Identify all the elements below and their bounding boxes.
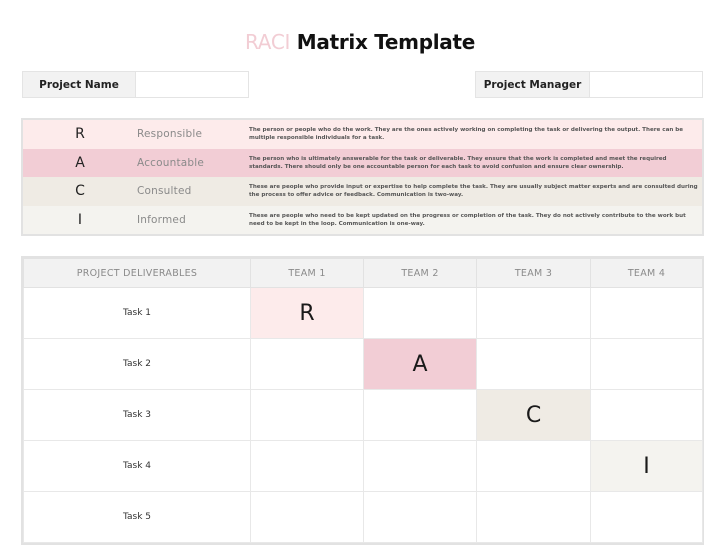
- project-name-label: Project Name: [23, 72, 136, 97]
- task-name[interactable]: Task 2: [24, 339, 251, 390]
- legend-description: The person or people who do the work. They are the ones actively working on completing the task or delivering the output. There can be multiple responsible individuals for a task.: [249, 127, 684, 142]
- table-row: [24, 441, 703, 492]
- legend-row-consulted: [23, 177, 702, 206]
- raci-cell[interactable]: C: [477, 390, 591, 441]
- raci-cell[interactable]: [477, 288, 591, 339]
- raci-legend: [21, 118, 704, 236]
- table-row: [24, 390, 703, 441]
- raci-cell[interactable]: [477, 441, 591, 492]
- legend-role: Accountable: [137, 156, 205, 169]
- raci-cell[interactable]: A: [364, 339, 477, 390]
- title-accent: RACI: [245, 30, 291, 54]
- table-row: [24, 288, 703, 339]
- legend-description: The person who is ultimately answerable for the task or deliverable. They ensure that the work is completed and meet the required standards. There should only be one accountable person for each task to avoid confusion and ensure clear ownership.: [249, 155, 667, 170]
- project-name-input[interactable]: [136, 72, 248, 97]
- header-team-2: TEAM 2: [364, 259, 477, 288]
- raci-cell[interactable]: [591, 390, 703, 441]
- legend-row-accountable: [23, 149, 702, 178]
- raci-cell[interactable]: [477, 339, 591, 390]
- raci-cell[interactable]: [364, 492, 477, 543]
- raci-cell[interactable]: [364, 288, 477, 339]
- task-name[interactable]: Task 3: [24, 390, 251, 441]
- legend-role: Responsible: [137, 128, 203, 141]
- header-team-1: TEAM 1: [251, 259, 364, 288]
- raci-cell[interactable]: [591, 492, 703, 543]
- project-manager-label: Project Manager: [476, 72, 590, 97]
- matrix-header-row: [24, 259, 703, 288]
- raci-cell[interactable]: [364, 441, 477, 492]
- page-title: [0, 30, 720, 54]
- table-row: [24, 339, 703, 390]
- raci-cell[interactable]: [477, 492, 591, 543]
- project-name-field: [22, 71, 249, 98]
- legend-description: These are people who provide input or expertise to help complete the task. They are usually subject matter experts and are consulted during the process to offer advice or feedback. Communication is two-way.: [249, 184, 698, 199]
- raci-cell[interactable]: [591, 339, 703, 390]
- legend-row-responsible: [23, 120, 702, 149]
- legend-letter: C: [75, 183, 85, 200]
- header-project-deliverables: PROJECT DELIVERABLES: [24, 259, 251, 288]
- header-team-4: TEAM 4: [591, 259, 703, 288]
- header-team-3: TEAM 3: [477, 259, 591, 288]
- raci-cell[interactable]: [251, 492, 364, 543]
- raci-matrix: [21, 256, 704, 545]
- task-name[interactable]: Task 5: [24, 492, 251, 543]
- project-manager-field: [475, 71, 703, 98]
- raci-cell[interactable]: R: [251, 288, 364, 339]
- raci-cell[interactable]: [251, 390, 364, 441]
- task-name[interactable]: Task 4: [24, 441, 251, 492]
- raci-cell[interactable]: [591, 288, 703, 339]
- legend-letter: A: [75, 154, 85, 171]
- legend-letter: I: [77, 211, 83, 228]
- raci-cell[interactable]: [251, 441, 364, 492]
- raci-cell[interactable]: [364, 390, 477, 441]
- legend-role: Consulted: [137, 185, 192, 198]
- table-row: [24, 492, 703, 543]
- legend-description: These are people who need to be kept updated on the progress or completion of the task. They do not actively contribute to the work but need to be kept in the loop. Communication is one-way.: [249, 212, 686, 227]
- legend-row-informed: [23, 206, 702, 235]
- title-text: Matrix Template: [296, 30, 475, 54]
- legend-letter: R: [75, 126, 85, 143]
- raci-cell[interactable]: I: [591, 441, 703, 492]
- project-manager-input[interactable]: [590, 72, 702, 97]
- legend-role: Informed: [137, 213, 186, 226]
- raci-cell[interactable]: [251, 339, 364, 390]
- task-name[interactable]: Task 1: [24, 288, 251, 339]
